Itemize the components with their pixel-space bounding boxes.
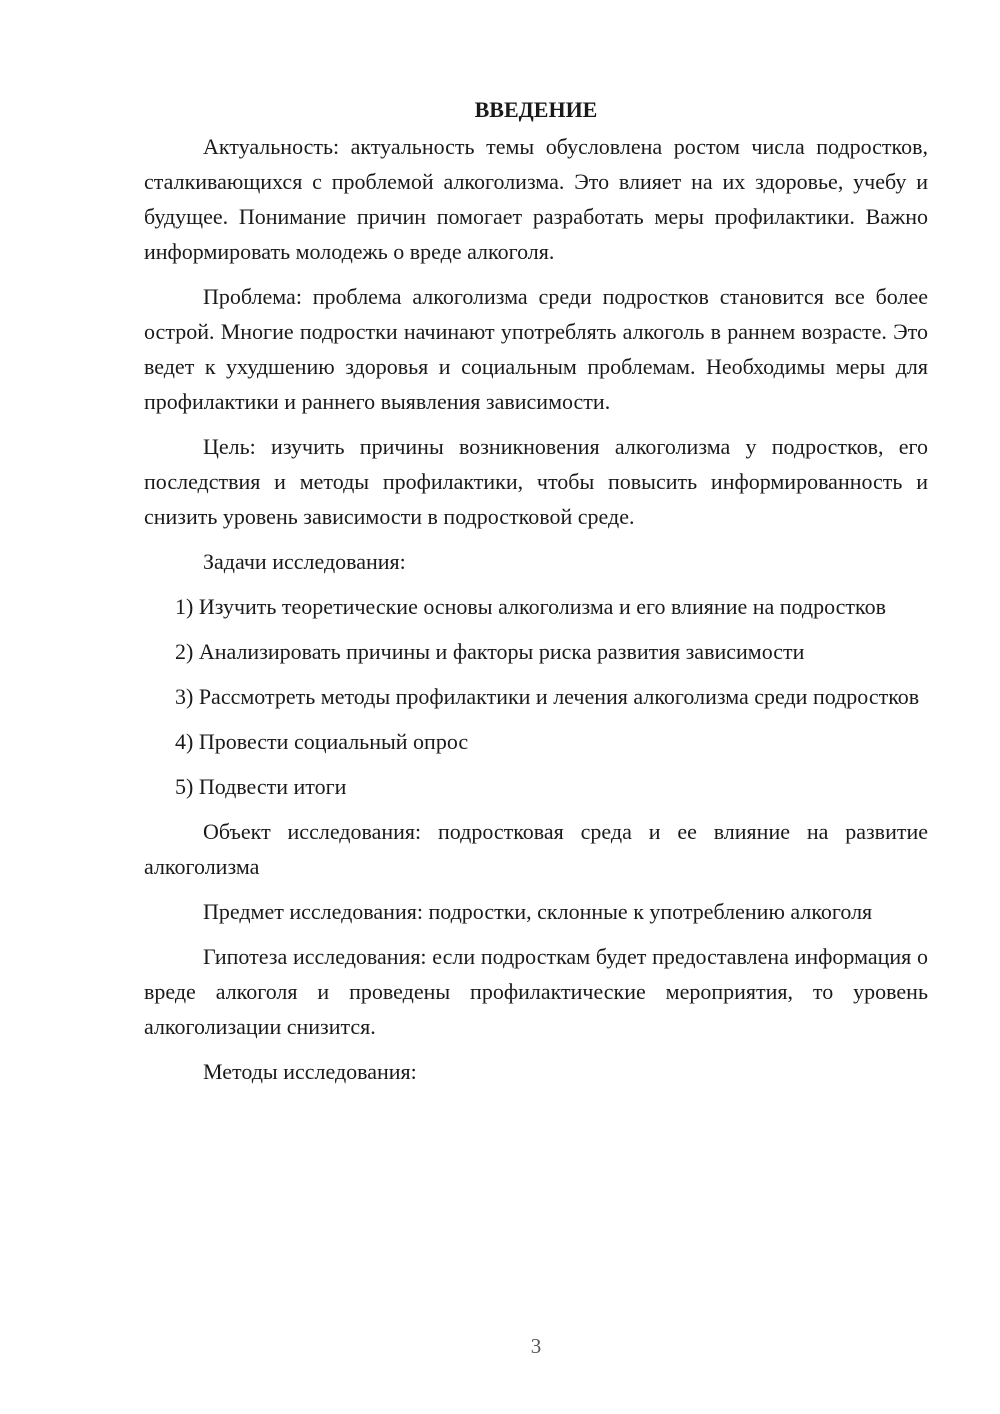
page-number: 3 bbox=[530, 1334, 542, 1358]
task-item: 1) Изучить теоретические основы алкоголизма и его влияние на подростков bbox=[175, 594, 886, 619]
task-item: 3) Рассмотреть методы профилактики и лечения алкоголизма среди подростков bbox=[175, 684, 920, 709]
paragraph-object: Объект исследования: подростковая среда и ее влияние на развитие алкоголизма bbox=[144, 819, 928, 879]
paragraph-problem: Проблема: проблема алкоголизма среди подростков становится все более острой. Многие подростки начинают употреблять алкоголь в раннем возрасте. Это ведет к ухудшению здоровья и социальным проблемам. Необходимы меры для профилактики и раннего выявления зависимости. bbox=[144, 284, 928, 414]
task-item: 5) Подвести итоги bbox=[175, 774, 347, 799]
paragraph-tasks-heading: Задачи исследования: bbox=[203, 549, 406, 574]
paragraph-relevance: Актуальность: актуальность темы обусловлена ростом числа подростков, сталкивающихся с проблемой алкоголизма. Это влияет на их здоровье, учебу и будущее. Понимание причин помогает разработать меры профилактики. Важно информировать молодежь о вреде алкоголя. bbox=[144, 134, 928, 264]
document-page bbox=[144, 92, 928, 1099]
paragraph-subject: Предмет исследования: подростки, склонные к употреблению алкоголя bbox=[203, 899, 873, 924]
task-item: 2) Анализировать причины и факторы риска развития зависимости bbox=[175, 639, 805, 664]
task-item: 4) Провести социальный опрос bbox=[175, 729, 469, 754]
paragraph-methods: Методы исследования: bbox=[203, 1059, 417, 1084]
paragraph-hypothesis: Гипотеза исследования: если подросткам будет предоставлена информация о вреде алкоголя и проведены профилактические мероприятия, то уровень алкоголизации снизится. bbox=[144, 944, 928, 1039]
section-title: ВВЕДЕНИЕ bbox=[474, 97, 598, 122]
paragraph-goal: Цель: изучить причины возникновения алкоголизма у подростков, его последствия и методы профилактики, чтобы повысить информированность и снизить уровень зависимости в подростковой среде. bbox=[144, 434, 928, 529]
